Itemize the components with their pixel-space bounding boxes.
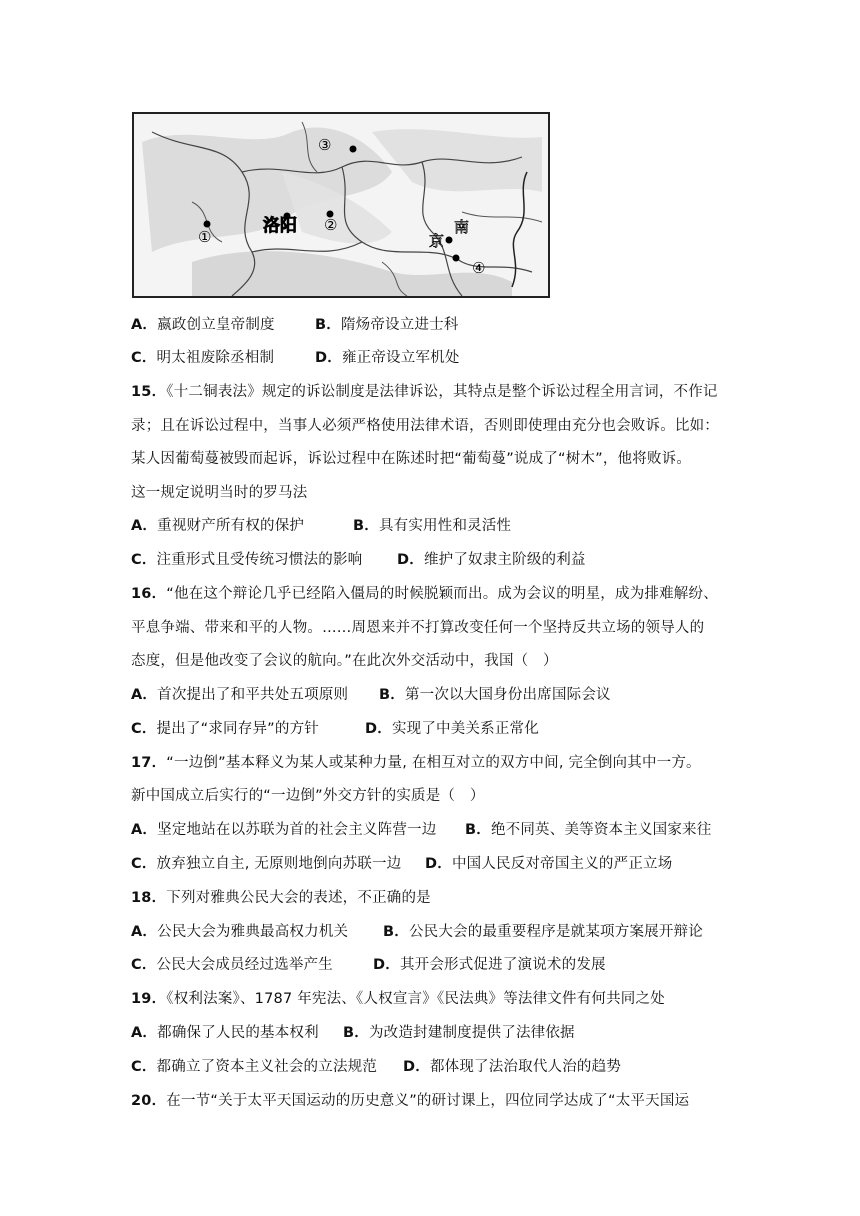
option-text: 放弃独立自主, 无原则地倒向苏联一边: [156, 856, 402, 872]
option-text: 具有实用性和灵活性: [378, 518, 512, 534]
option-text: 坚定地站在以苏联为首的社会主义阵营一边: [157, 822, 437, 838]
option-text: 嬴政创立皇帝制度: [157, 317, 275, 333]
q15-option-b[interactable]: [353, 516, 511, 536]
q15-option-d[interactable]: [397, 550, 586, 570]
q14-option-a[interactable]: [131, 315, 275, 335]
option-letter: C．: [131, 856, 157, 872]
q16-option-c[interactable]: [131, 719, 319, 739]
option-text: 都确保了人民的基本权利: [157, 1025, 319, 1041]
q18-option-a[interactable]: [131, 922, 348, 942]
q19-option-a[interactable]: [131, 1023, 319, 1043]
option-text: 实现了中美关系正常化: [391, 721, 539, 737]
q15-stem-line-4: [131, 483, 307, 503]
q18-stem-line-1: [131, 888, 431, 908]
option-letter: B．: [353, 518, 379, 534]
question-text: 这一规定说明当时的罗马法: [131, 485, 308, 501]
option-letter: B．: [343, 1025, 369, 1041]
option-letter: D．: [315, 350, 342, 366]
q17-option-a[interactable]: [131, 820, 436, 840]
q15-stem-line-2: [131, 416, 719, 436]
option-text: 维护了奴隶主阶级的利益: [423, 552, 586, 568]
option-letter: A．: [131, 518, 158, 534]
q14-option-d[interactable]: [315, 348, 460, 368]
option-letter: B．: [315, 317, 341, 333]
question-number: 15．: [131, 384, 167, 400]
option-letter: B．: [379, 687, 405, 703]
city-dot: [350, 146, 357, 153]
q16-option-a[interactable]: [131, 685, 348, 705]
q16-stem-line-3: [131, 651, 558, 671]
q20-stem-line-1: [131, 1091, 689, 1111]
q17-stem-line-1: [131, 753, 701, 773]
option-text: 都确立了资本主义社会的立法规范: [156, 1059, 378, 1075]
city-dot: [446, 237, 453, 244]
city-dot: [204, 221, 211, 228]
marker-3: ③: [318, 136, 332, 154]
q15-stem-line-3: [131, 449, 691, 469]
q19-stem-line-1: [131, 989, 665, 1009]
option-text: 隋炀帝设立进士科: [340, 317, 459, 333]
question-number: 20．: [131, 1093, 167, 1109]
q17-option-b[interactable]: [465, 820, 711, 840]
option-text: 重视财产所有权的保护: [157, 518, 305, 534]
q16-option-b[interactable]: [379, 685, 611, 705]
option-letter: B．: [383, 924, 409, 940]
q15-stem-line-1: [131, 382, 718, 402]
question-number: 17．: [131, 755, 167, 771]
option-text: 公民大会的最重要程序是就某项方案展开辩论: [408, 924, 703, 940]
option-letter: A．: [131, 924, 158, 940]
q18-option-d[interactable]: [373, 955, 606, 975]
q19-option-d[interactable]: [403, 1057, 621, 1077]
question-text: 新中国成立后实行的“一边倒”外交方针的实质是（ ）: [131, 788, 485, 804]
q14-option-b[interactable]: [315, 315, 459, 335]
option-text: 公民大会为雅典最高权力机关: [157, 924, 349, 940]
option-letter: C．: [131, 721, 157, 737]
question-text: 《十二铜表法》规定的诉讼制度是法律诉讼，其特点是整个诉讼过程全用言词，不作记: [166, 384, 718, 400]
option-letter: D．: [397, 552, 424, 568]
question-text: 下列对雅典公民大会的表述，不正确的是: [166, 890, 431, 906]
marker-1: ①: [198, 228, 212, 246]
q17-stem-line-2: [131, 786, 485, 806]
option-text: 为改造封建制度提供了法律依据: [368, 1025, 575, 1041]
city-label-nanjing-2: 京: [429, 232, 445, 250]
q15-option-c[interactable]: [131, 550, 362, 570]
question-text: 某人因葡萄蔓被毁而起诉，诉讼过程中在陈述时把“葡萄蔓”说成了“树木”，他将败诉。: [131, 451, 692, 467]
city-dot: [453, 255, 460, 262]
option-text: 提出了“求同存异”的方针: [156, 721, 319, 737]
question-text: 平息争端、带来和平的人物。……周恩来并不打算改变任何一个坚持反共立场的领导人的: [131, 620, 705, 636]
question-number: 16．: [131, 586, 167, 602]
option-letter: C．: [131, 1059, 157, 1075]
question-number: 18．: [131, 890, 167, 906]
q14-option-c[interactable]: [131, 348, 274, 368]
option-letter: C．: [131, 552, 157, 568]
option-letter: D．: [373, 957, 400, 973]
q16-stem-line-2: [131, 618, 704, 638]
option-letter: D．: [403, 1059, 430, 1075]
option-letter: A．: [131, 1025, 158, 1041]
q19-option-c[interactable]: [131, 1057, 377, 1077]
option-text: 其开会形式促进了演说术的发展: [399, 957, 606, 973]
q18-option-b[interactable]: [383, 922, 703, 942]
q17-option-d[interactable]: [425, 854, 672, 874]
question-text: 在一节“关于太平天国运动的历史意义”的研讨课上，四位同学达成了“太平天国运: [166, 1093, 690, 1109]
option-text: 中国人民反对帝国主义的严正立场: [451, 856, 673, 872]
option-text: 首次提出了和平共处五项原则: [157, 687, 349, 703]
option-letter: C．: [131, 350, 157, 366]
question-number: 19．: [131, 991, 167, 1007]
city-label-nanjing-1: 南: [454, 218, 470, 236]
option-text: 第一次以大国身份出席国际会议: [404, 687, 611, 703]
option-text: 雍正帝设立军机处: [341, 350, 460, 366]
option-letter: A．: [131, 687, 158, 703]
historical-map-figure: [132, 112, 550, 298]
marker-4: ④: [472, 259, 486, 277]
question-text: “一边倒”基本释义为某人或某种力量, 在相互对立的双方中间, 完全倒向其中一方。: [166, 755, 701, 771]
q18-option-c[interactable]: [131, 955, 333, 975]
option-letter: C．: [131, 957, 157, 973]
q17-option-c[interactable]: [131, 854, 401, 874]
option-letter: D．: [425, 856, 452, 872]
option-text: 公民大会成员经过选举产生: [156, 957, 333, 973]
city-label-luoyang: 洛阳: [263, 216, 297, 236]
option-text: 注重形式且受传统习惯法的影响: [156, 552, 363, 568]
q19-option-b[interactable]: [343, 1023, 575, 1043]
option-letter: B．: [465, 822, 491, 838]
map-svg: [132, 112, 550, 298]
question-text: 《权利法案》、1787 年宪法、《人权宣言》《民法典》等法律文件有何共同之处: [166, 991, 665, 1007]
q16-option-d[interactable]: [365, 719, 539, 739]
option-letter: A．: [131, 317, 158, 333]
q15-option-a[interactable]: [131, 516, 304, 536]
option-letter: D．: [365, 721, 392, 737]
question-text: 态度，但是他改变了会议的航向。”在此次外交活动中，我国（ ）: [131, 653, 558, 669]
question-text: “他在这个辩论几乎已经陷入僵局的时候脱颖而出。成为会议的明星，成为排难解纷、: [166, 586, 718, 602]
marker-2: ②: [324, 216, 338, 234]
q16-stem-line-1: [131, 584, 718, 604]
option-text: 明太祖废除丞相制: [156, 350, 275, 366]
option-letter: A．: [131, 822, 158, 838]
option-text: 绝不同英、美等资本主义国家来往: [490, 822, 712, 838]
question-text: 录；且在诉讼过程中，当事人必须严格使用法律术语，否则即使理由充分也会败诉。比如：: [131, 418, 719, 434]
option-text: 都体现了法治取代人治的趋势: [429, 1059, 622, 1075]
